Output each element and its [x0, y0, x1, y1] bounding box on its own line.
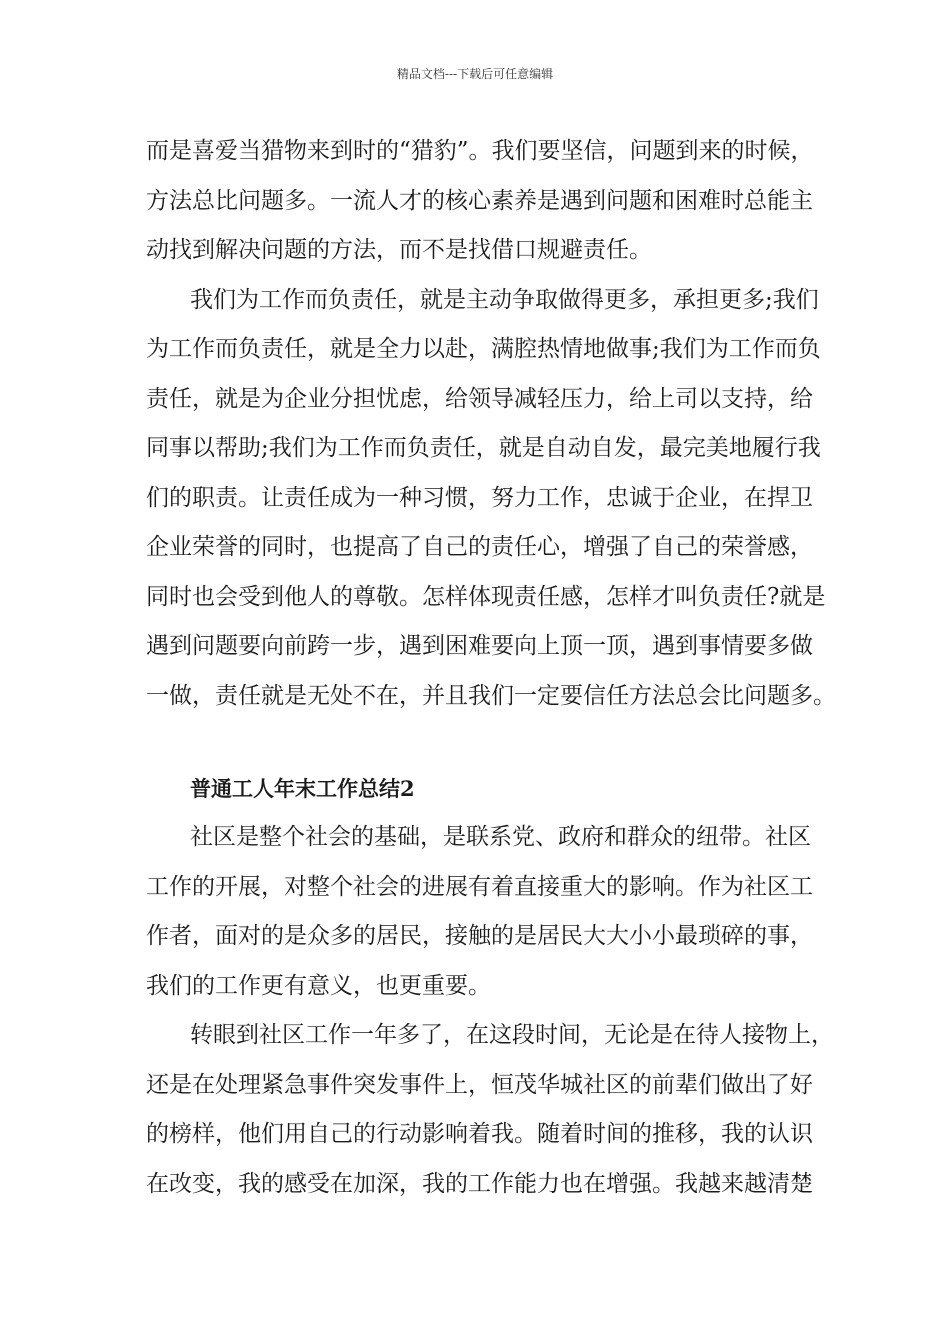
paragraph-line: 责任，就是为企业分担忧虑，给领导减轻压力，给上司以支持，给	[146, 385, 813, 412]
section-paragraph-2	[146, 1011, 834, 1209]
paragraph-line: 一做，责任就是无处不在，并且我们一定要信任方法总会比问题多。	[146, 682, 836, 709]
paragraph-line: 工作的开展，对整个社会的进展有着直接重大的影响。作为社区工	[146, 873, 813, 900]
page-header: 精品文档---下载后可任意编辑	[396, 67, 554, 81]
paragraph-line: 同时也会受到他人的尊敬。怎样体现责任感，怎样才叫负责任?就是	[146, 583, 826, 610]
paragraph-line: 方法总比问题多。一流人才的核心素养是遇到问题和困难时总能主	[146, 187, 813, 214]
paragraph-line: 遇到问题要向前跨一步，遇到困难要向上顶一顶，遇到事情要多做	[146, 633, 813, 659]
paragraph-line: 企业荣誉的同时，也提高了自己的责任心，增强了自己的荣誉感，	[146, 534, 813, 560]
paragraph-line: 为工作而负责任，就是全力以赴，满腔热情地做事;我们为工作而负	[146, 336, 821, 362]
paragraph-line: 还是在处理紧急事件突发事件上，恒茂华城社区的前辈们做出了好	[146, 1071, 813, 1098]
section-paragraph-1	[146, 813, 826, 1011]
document-body	[146, 127, 836, 1209]
paragraph-line: 同事以帮助;我们为工作而负责任，就是自动自发，最完美地履行我	[146, 435, 821, 461]
paragraph-line: 作者，面对的是众多的居民，接触的是居民大大小小最琐碎的事，	[146, 923, 813, 949]
paragraph-line: 们的职责。让责任成为一种习惯，努力工作，忠诚于企业，在捍卫	[146, 484, 813, 511]
paragraph-line: 在改变，我的感受在加深，我的工作能力也在增强。我越来越清楚	[146, 1170, 813, 1197]
paragraph-1	[146, 127, 826, 276]
paragraph-line: 我们为工作而负责任，就是主动争取做得更多，承担更多;我们	[190, 286, 819, 313]
paragraph-2	[146, 276, 836, 722]
paragraph-line: 的榜样，他们用自己的行动影响着我。随着时间的推移，我的认识	[146, 1121, 813, 1147]
paragraph-line: 动找到解决问题的方法，而不是找借口规避责任。	[146, 237, 652, 263]
paragraph-line: 而是喜爱当猎物来到时的“猎豹”。我们要坚信，问题到来的时候，	[146, 138, 814, 164]
paragraph-line: 社区是整个社会的基础，是联系党、政府和群众的纽带。社区	[190, 824, 811, 850]
section-title: 普通工人年末工作总结2	[190, 776, 415, 801]
paragraph-line: 我们的工作更有意义，也更重要。	[146, 972, 491, 999]
paragraph-line: 转眼到社区工作一年多了，在这段时间，无论是在待人接物上，	[190, 1022, 834, 1048]
